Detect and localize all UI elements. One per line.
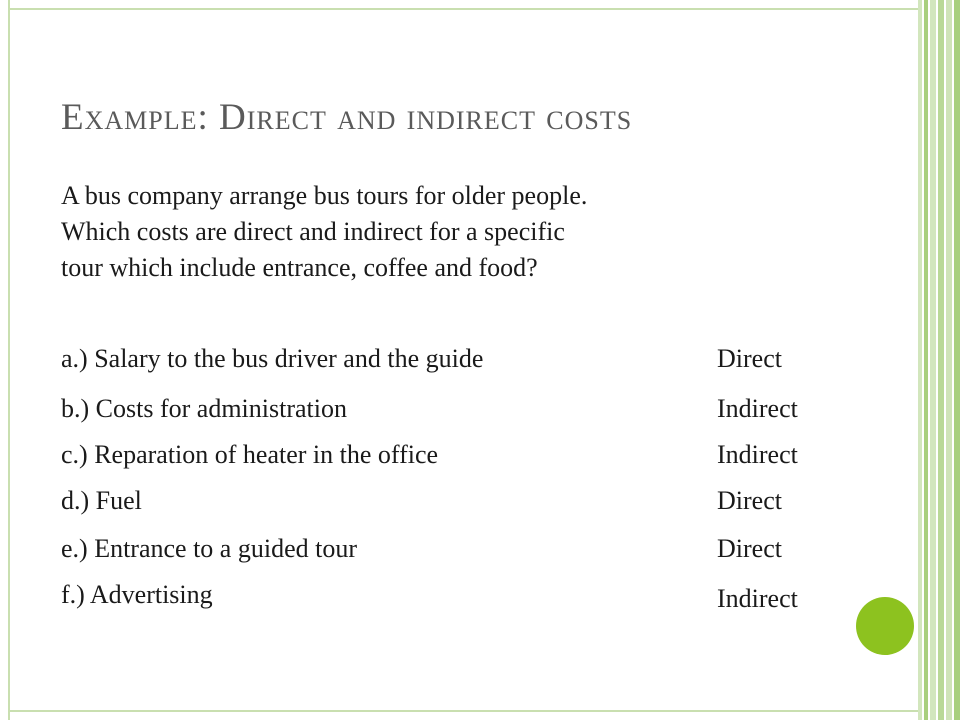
- left-border-line: [8, 0, 10, 720]
- cost-row: [61, 486, 861, 522]
- cost-type-label: Indirect: [717, 584, 798, 613]
- cost-type-label: Direct: [717, 486, 782, 515]
- cost-item-label: a.) Salary to the bus driver and the guide: [61, 344, 484, 373]
- cost-type-label: Indirect: [717, 440, 798, 469]
- cost-row: [61, 394, 861, 430]
- bottom-border-line: [8, 710, 920, 712]
- cost-row: [61, 534, 861, 570]
- cost-row: [61, 344, 861, 380]
- cost-item-label: f.) Advertising: [61, 580, 213, 609]
- cost-item-label: c.) Reparation of heater in the office: [61, 440, 439, 469]
- question-line-3: tour which include entrance, coffee and food?: [61, 253, 538, 282]
- green-circle-decoration: [856, 597, 914, 655]
- slide-title: Example: Direct and indirect costs: [61, 97, 633, 138]
- top-border-line: [8, 8, 920, 10]
- cost-type-label: Indirect: [717, 394, 798, 423]
- question-line-2: Which costs are direct and indirect for a specific: [61, 217, 565, 246]
- cost-row: [61, 440, 861, 476]
- cost-row: [61, 580, 861, 616]
- question-line-1: A bus company arrange bus tours for older people.: [61, 181, 588, 210]
- cost-item-label: e.) Entrance to a guided tour: [61, 534, 357, 563]
- cost-type-label: Direct: [717, 534, 782, 563]
- cost-item-label: d.) Fuel: [61, 486, 142, 515]
- right-decorative-stripes: [918, 0, 960, 720]
- cost-item-label: b.) Costs for administration: [61, 394, 347, 423]
- question-text: [61, 178, 821, 286]
- cost-type-label: Direct: [717, 344, 782, 373]
